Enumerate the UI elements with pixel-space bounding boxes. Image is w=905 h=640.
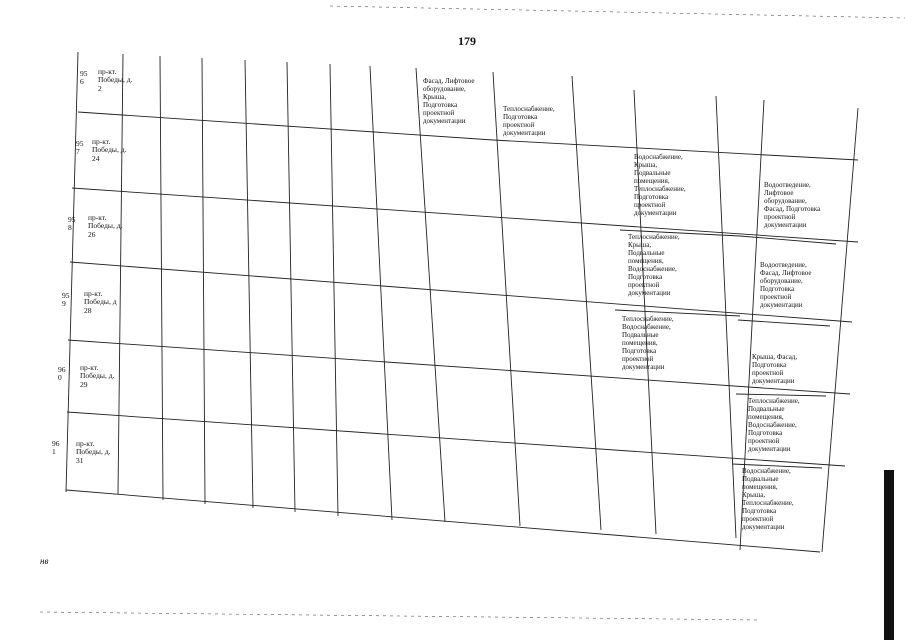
works-957-a: Водоснабжение, Крыша, Подвальные помещения, Теплоснабжение, Подготовка проектной документации — [634, 153, 686, 217]
footer-mark: нв — [40, 556, 49, 566]
works-959-b: Крыша, Фасад, Подготовка проектной документации — [752, 353, 798, 385]
row-line-5 — [67, 412, 845, 466]
col-line-13 — [716, 96, 736, 538]
col-line-4 — [202, 58, 205, 504]
col-line-5 — [245, 60, 253, 508]
col-line-2 — [118, 54, 123, 494]
address-957: пр-кт. Победы, д. 24 — [92, 137, 127, 163]
address-959: пр-кт. Победы, д 28 — [84, 289, 117, 315]
work-divider-5 — [736, 394, 826, 396]
row-number-956: 95 6 — [80, 69, 88, 87]
col-line-8 — [370, 66, 392, 520]
address-956: пр-кт. Победы, д. 2 — [98, 67, 133, 93]
row-line-6 — [66, 490, 820, 552]
row-number-957: 95 7 — [76, 139, 84, 157]
works-956-a: Фасад, Лифтовое оборудование, Крыша, Подготовка проектной документации — [423, 77, 475, 125]
col-line-11 — [572, 76, 601, 530]
scan-edge-bar — [884, 470, 894, 640]
address-961: пр-кт. Победы, д. 31 — [76, 439, 111, 465]
row-line-3 — [70, 262, 852, 322]
works-960-b: Теплоснабжение, Подвальные помещения, Водоснабжение, Подготовка проектной документации — [748, 397, 800, 453]
row-number-960: 96 0 — [58, 365, 66, 383]
col-line-3 — [160, 56, 163, 500]
row-number-961: 96 1 — [52, 439, 60, 457]
address-958: пр-кт. Победы, д. 26 — [88, 213, 123, 239]
works-957-b: Водоотведение, Лифтовое оборудование, Фасад, Подготовка проектной документации — [764, 181, 821, 229]
works-959-a: Теплоснабжение, Водоснабжение, Подвальные помещения, Подготовка проектной документации — [622, 315, 674, 371]
address-960: пр-кт. Победы, д. 29 — [80, 363, 115, 389]
works-956-b: Теплоснабжение, Подготовка проектной документации — [503, 105, 555, 137]
col-line-15 — [822, 108, 858, 552]
col-line-7 — [330, 64, 338, 516]
row-number-959: 95 9 — [62, 291, 70, 309]
row-line-2 — [72, 188, 858, 242]
works-958-a: Теплоснабжение, Крыша, Подвальные помещения, Водоснабжение, Подготовка проектной документации — [628, 233, 680, 297]
col-line-1 — [66, 52, 78, 492]
works-961-b: Водоснабжение, Подвальные помещения, Крыша, Теплоснабжение, Подготовка проектной документации — [742, 467, 794, 531]
row-number-958: 95 8 — [68, 215, 76, 233]
col-line-6 — [287, 62, 295, 512]
page-number: 179 — [458, 34, 476, 48]
row-line-4 — [68, 340, 850, 394]
works-958-b: Водоотведение, Фасад, Лифтовое оборудование, Подготовка проектной документации — [760, 261, 812, 309]
